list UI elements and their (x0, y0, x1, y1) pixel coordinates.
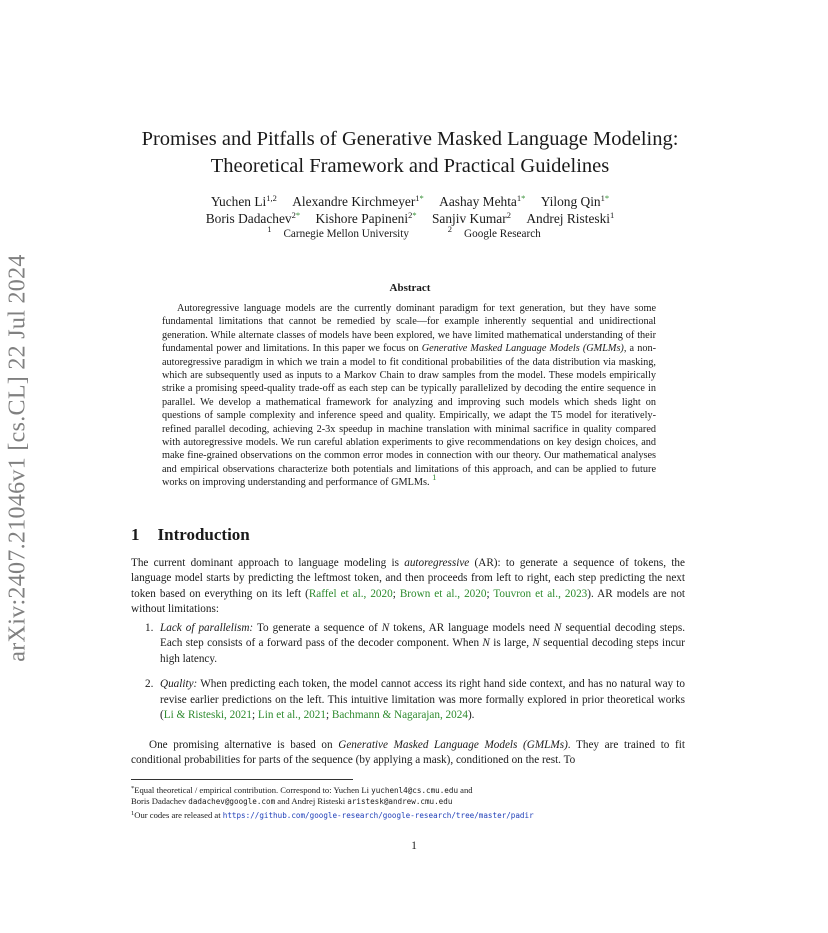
code-url-link[interactable]: https://github.com/google-research/google-research/tree/master/padir (222, 810, 534, 820)
paper-title (100, 126, 720, 180)
footnote-equal-contribution-cont: Boris Dadachev dadachev@google.com and Andrej Risteski aristesk@andrew.cmu.edu (131, 796, 453, 807)
title-line-2: Theoretical Framework and Practical Guidelines (210, 155, 610, 177)
footnote-code-release: $^1$Our codes are released at https://github.com/google-research/google-research/tree/master/padir (131, 809, 534, 820)
intro-paragraph-2: One promising alternative is based on Generative Masked Language Models (GMLMs). They are trained to fit conditional probabilities for parts of the sequence (by applying a mask), conditioned on the rest. To (131, 739, 686, 767)
footnote-link[interactable]: 1 (432, 472, 437, 483)
section-number: 1 (131, 525, 140, 544)
title-line-1: Promises and Pitfalls of Generative Masked Language Modeling: (141, 128, 679, 150)
footnote-equal-contribution: *Equal theoretical / empirical contribution. Correspond to: Yuchen Li yuchenl4@cs.cmu.edu and (131, 785, 473, 795)
page-number: 1 (411, 840, 417, 852)
affiliation: $^2$ Google Research (447, 224, 541, 240)
author: Yilong Qin$^{1*}$ (540, 193, 610, 209)
author: Boris Dadachev$^{2*}$ (205, 210, 301, 226)
citation-link[interactable]: Touvron et al., 2023 (493, 587, 588, 600)
author: Alexandre Kirchmeyer$^{1*}$ (292, 193, 424, 209)
list-item: 1. Lack of parallelism: To generate a sequence of N tokens, AR language models need N sequential decoding steps. Each step consists of a forward pass of the decoder component. When N is large, N sequential decoding steps incur high latency. (145, 622, 685, 665)
author: Aashay Mehta$^{1*}$ (439, 193, 526, 209)
author: Andrej Risteski$^1$ (526, 210, 615, 226)
author-row-2 (100, 210, 720, 227)
footnote-divider (131, 779, 353, 780)
section-heading (131, 525, 250, 545)
citation-link[interactable]: Bachmann & Nagarajan, 2024 (331, 709, 468, 722)
limitations-list (131, 621, 685, 733)
citation-link[interactable]: Raffel et al., 2020 (308, 587, 393, 600)
arxiv-identifier: arXiv:2407.21046v1 [cs.CL] 22 Jul 2024 (4, 254, 31, 662)
affiliation: $^1$ Carnegie Mellon University (267, 224, 409, 240)
abstract-body: Autoregressive language models are the currently dominant paradigm for text generation, but they have some fundamental limitations that cannot be remedied by scale—for example inherently sequential and unidirectional generation. While alternate classes of models have been explored, we have limited mathematical understanding of their fundamental power and limitations. In this paper we focus on Generative Masked Language Models (GMLMs), a non-autoregressive paradigm in which we train a model to fit conditional probabilities of the data distribution via masking, which are subsequently used as inputs to a Markov Chain to draw samples from the model. These models empirically strike a promising speed-quality trade-off as each step can be typically parallelized by decoding the entire sequence in parallel. We develop a mathematical framework for analyzing and improving such models which sheds light on questions of sample complexity and inference speed and quality. Empirically, we adapt the T5 model for iteratively-refined parallel decoding, achieving 2-3x speedup in machine translation with minimal sacrifice in quality compared with autoregressive models. We run careful ablation experiments to give recommendations on key design choices, and make fine-grained observations on the common error modes in connection with our theory. Our mathematical analyses and empirical observations characterize both potentials and limitations of this approach, and can be applied to future works on improving understanding and performance of GMLMs. $^1$ (162, 303, 656, 489)
list-item: 2. Quality: When predicting each token, the model cannot access its right hand side context, and has no natural way to revise earlier predictions on the left. This intuitive limitation was more formally explored in prior theoretical works (Li & Risteski, 2021; Lin et al., 2021; Bachmann & Nagarajan, 2024). (145, 678, 685, 722)
affiliations (100, 224, 720, 240)
email-link[interactable]: aristesk@andrew.cmu.edu (347, 797, 453, 807)
author: Kishore Papineni$^{2*}$ (315, 210, 417, 226)
author: Yuchen Li$^{1,2}$ (210, 193, 277, 209)
citation-link[interactable]: Li & Risteski, 2021 (163, 709, 252, 722)
section-title: Introduction (157, 525, 250, 544)
email-link[interactable]: yuchenl4@cs.cmu.edu (371, 786, 459, 795)
citation-link[interactable]: Lin et al., 2021 (257, 709, 326, 722)
author-list (100, 193, 720, 227)
author: Sanjiv Kumar$^2$ (431, 210, 511, 226)
author-row-1 (100, 193, 720, 210)
email-link[interactable]: dadachev@google.com (188, 797, 276, 807)
footnotes (131, 783, 691, 821)
intro-paragraph-1: The current dominant approach to language modeling is autoregressive (AR): to generate a sequence of tokens, the language model starts by predicting the leftmost token, and then proceeds from left to right, each step predicting the next token based on everything on its left (Raffel et al., 2020; Brown et al., 2020; Touvron et al., 2023). AR models are not without limitations: (131, 557, 686, 616)
citation-link[interactable]: Brown et al., 2020 (399, 587, 487, 600)
abstract-heading: Abstract (389, 282, 431, 294)
